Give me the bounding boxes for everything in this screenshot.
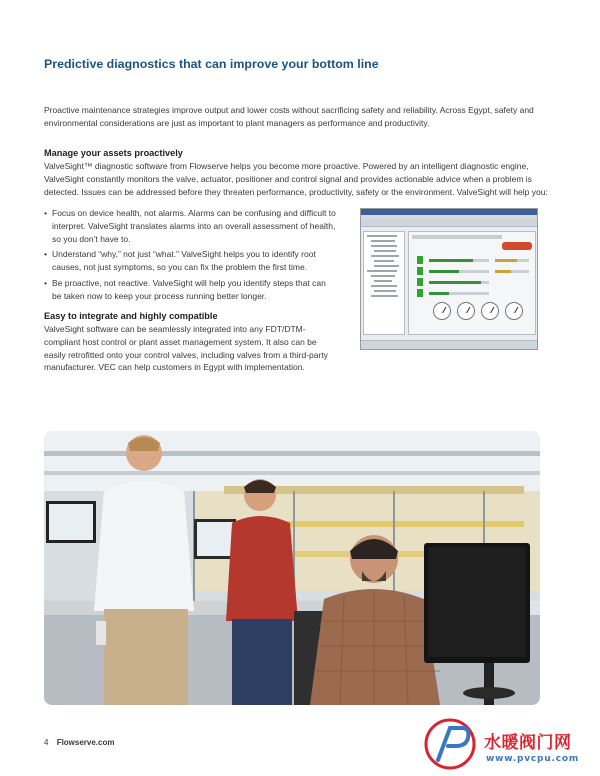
gauge-icon bbox=[505, 302, 523, 320]
watermark-url: www.pvcpu.com bbox=[486, 754, 579, 764]
list-item: • Focus on device health, not alarms. Alarms can be confusing and difficult to interpret. ValveSight translates alarms into an overall assessment of health, so you don’t have to. bbox=[44, 207, 336, 245]
integrate-paragraph: ValveSight software can be seamlessly integrated into any FDT/DTM-compliant host control or plant asset management system. It also can be easily retrofitted onto your control valves, including valves from a third-party manufacturer. VEC can help customers in Egypt with implementation. bbox=[44, 324, 328, 373]
list-item: • Understand “why,” not just “what.” ValveSight helps you to identify root causes, not just symptoms, so you can fix the problem the first time. bbox=[44, 248, 336, 274]
manage-paragraph: ValveSight™ diagnostic software from Flowserve helps you become more proactive. Powered by an intelligent diagnostic engine, ValveSight constantly monitors the valve, actuator, positioner and control signal and provides actionable advice when a problem is detected. Issues can be addressed before they threaten performance, productivity, safety or the environment. ValveSight will help you: bbox=[44, 161, 548, 197]
intro-paragraph: Proactive maintenance strategies improve output and lower costs without sacrificing safety and reliability. Across Egypt, safety and environmental considerations are just as important to plant managers as performance and productivity. bbox=[44, 105, 534, 128]
page-number: 4 bbox=[44, 738, 49, 747]
footer-website: Flowserve.com bbox=[56, 738, 115, 747]
watermark bbox=[420, 716, 596, 772]
gauge-icon bbox=[481, 302, 499, 320]
screenshot-tree-panel bbox=[363, 231, 405, 335]
control-room-photo bbox=[44, 431, 540, 705]
watermark-logo-icon bbox=[420, 716, 480, 772]
control-room-photo-illustration bbox=[44, 431, 540, 705]
software-screenshot-image bbox=[360, 208, 538, 350]
section-heading-manage: Manage your assets proactively bbox=[44, 148, 183, 158]
gauge-icon bbox=[457, 302, 475, 320]
flowserve-logo-icon bbox=[502, 242, 532, 250]
screenshot-statusbar bbox=[361, 340, 537, 349]
watermark-text: 水暖阀门网 bbox=[484, 733, 572, 753]
screenshot-toolbar bbox=[361, 219, 537, 227]
page-title: Predictive diagnostics that can improve your bottom line bbox=[44, 57, 379, 71]
list-item: • Be proactive, not reactive. ValveSight will help you identify steps that can be taken now to keep your process running better longer. bbox=[44, 277, 336, 303]
page-footer bbox=[44, 738, 115, 747]
section-heading-integrate: Easy to integrate and highly compatible bbox=[44, 311, 218, 321]
gauge-icon bbox=[433, 302, 451, 320]
screenshot-main-panel bbox=[408, 231, 536, 335]
benefits-list bbox=[44, 207, 336, 306]
